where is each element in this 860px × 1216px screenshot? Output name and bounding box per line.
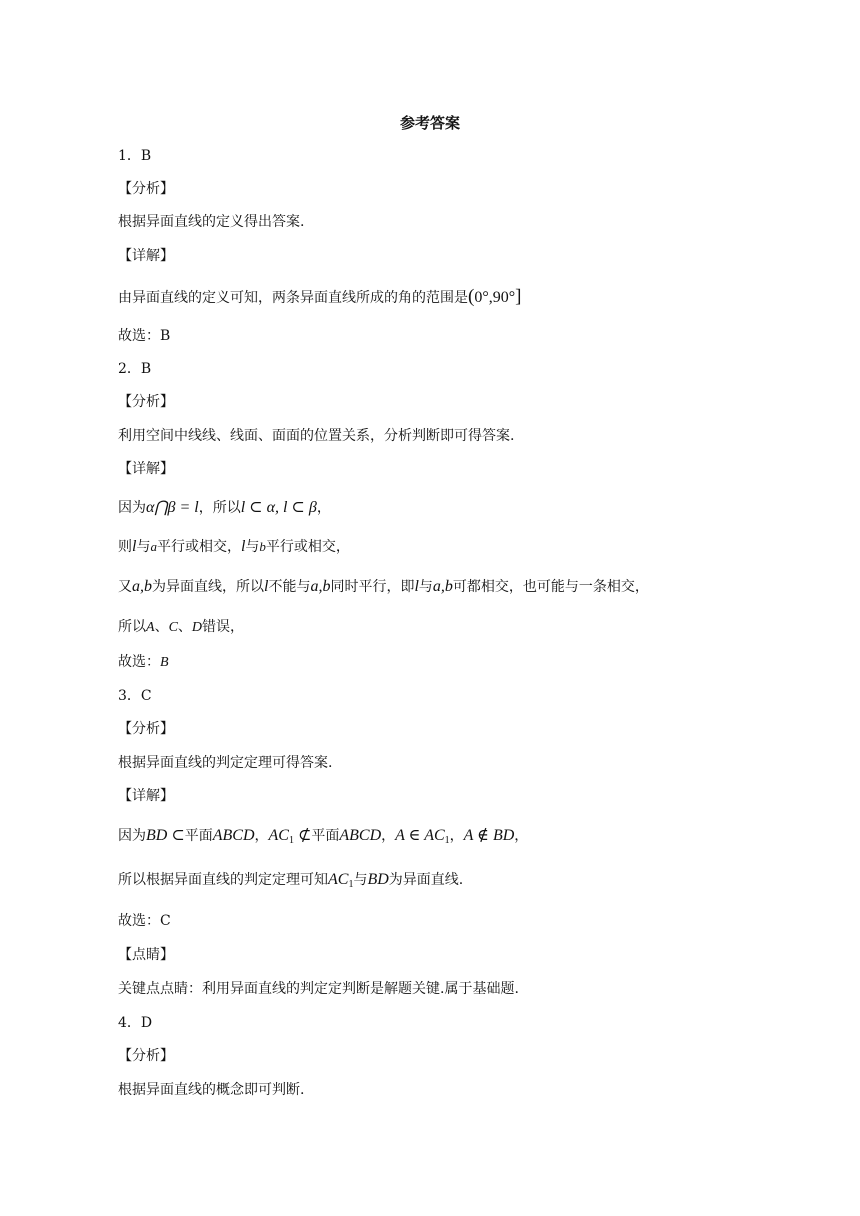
q2-d1-text-b: ，所以 — [198, 500, 241, 516]
q2-number: 2．B — [118, 361, 152, 377]
q3-d1-math-abcd: ABCD — [212, 827, 255, 844]
q2-detail-line-3 — [118, 577, 649, 597]
q4-analysis: 根据异面直线的概念即可判断. — [118, 1082, 305, 1098]
q3-detail-line-1 — [118, 826, 528, 851]
q2-d2-text-e: 平行或相交， — [265, 539, 350, 555]
q2-d4-text-b: 错误， — [202, 619, 245, 635]
q2-d1-math-intersection: α⋂β = l — [146, 499, 199, 516]
q1-range: 0°,90° — [474, 289, 516, 306]
q2-d3-var-l: l — [264, 578, 269, 595]
q2-d4-option-c: C — [168, 620, 178, 635]
q2-choice-letter: B — [160, 655, 169, 670]
q2-d1-math-subset: l ⊂ α, l ⊂ β — [240, 499, 317, 516]
q4-analysis-tag: 【分析】 — [118, 1048, 174, 1064]
q3-d1-text-e: ， — [381, 828, 396, 844]
q2-detail-line-1 — [118, 498, 331, 518]
q2-d3-math-ab-3: a,b — [432, 578, 453, 595]
q2-d2-var-l2: l — [240, 538, 246, 555]
q1-range-close: ] — [515, 286, 522, 307]
q2-d1-text-a: 因为 — [118, 500, 146, 516]
q2-detail-line-4 — [118, 617, 244, 638]
q3-d2-math-ac: AC — [328, 871, 349, 888]
q2-d3-text-e: 与 — [418, 579, 433, 595]
q3-detail-line-2 — [118, 870, 463, 895]
q3-d1-math-not-subset: ⊄ — [293, 827, 312, 844]
q2-detail-tag: 【详解】 — [118, 461, 174, 477]
q2-d2-text-b: 与 — [136, 539, 151, 555]
q3-comment: 关键点点睛：利用异面直线的判定定判断是解题关键.属于基础题. — [118, 981, 519, 997]
q1-detail-text: 由异面直线的定义可知，两条异面直线所成的角的范围是 — [118, 290, 468, 306]
q2-d3-text-b: 为异面直线，所以 — [152, 579, 264, 595]
q2-d4-sep-2: 、 — [177, 619, 192, 635]
q4-number: 4．D — [118, 1015, 153, 1031]
q2-detail-line-2 — [118, 537, 350, 557]
q1-range-open: ( — [468, 286, 475, 307]
q2-analysis: 利用空间中线线、线面、面面的位置关系，分析判断即可得答案. — [118, 428, 515, 444]
q2-d2-var-l: l — [132, 538, 137, 555]
q1-analysis: 根据异面直线的定义得出答案. — [118, 214, 305, 230]
q1-detail-tag: 【详解】 — [118, 248, 174, 264]
q3-d1-math-bd: BD ⊂ — [146, 827, 185, 844]
q2-d2-var-b: b — [259, 539, 266, 554]
q3-d1-text-f: ， — [449, 828, 464, 844]
q2-choice-text: 故选： — [118, 654, 160, 670]
q3-d2-subscript: 1 — [348, 879, 354, 890]
q3-d1-subscript-1: 1 — [288, 835, 294, 846]
q3-d1-math-a-in-ac: A ∈ AC — [395, 827, 445, 844]
q3-d1-math-a-notin-bd: A ∉ BD — [463, 827, 515, 844]
q3-choice: 故选：C — [118, 913, 171, 929]
q2-d4-option-d: D — [191, 620, 203, 635]
q2-analysis-tag: 【分析】 — [118, 394, 174, 410]
q3-d2-math-bd: BD — [367, 871, 389, 888]
q3-d2-text-a: 所以根据异面直线的判定定理可知 — [118, 872, 328, 888]
q3-analysis: 根据异面直线的判定定理可得答案. — [118, 755, 333, 771]
q3-d1-text-g: ， — [514, 828, 529, 844]
q2-d3-text-f: 可都相交，也可能与一条相交， — [452, 579, 649, 595]
q2-d4-sep-1: 、 — [154, 619, 169, 635]
q2-d3-text-d: 同时平行，即 — [330, 579, 415, 595]
q1-choice: 故选：B — [118, 328, 171, 344]
q3-d1-text-a: 因为 — [118, 828, 146, 844]
q2-d2-var-a: a — [150, 539, 157, 554]
q3-d2-text-b: 与 — [353, 872, 368, 888]
q3-detail-tag: 【详解】 — [118, 788, 174, 804]
q2-d3-math-ab-1: a,b — [132, 578, 152, 595]
q2-d1-text-c: ， — [316, 500, 331, 516]
q1-number: 1．B — [118, 148, 152, 164]
q3-d1-math-ac: AC — [268, 827, 289, 844]
q1-analysis-tag: 【分析】 — [118, 181, 174, 197]
q2-d2-text-c: 平行或相交， — [156, 539, 241, 555]
page-title: 参考答案 — [399, 114, 460, 132]
q3-d1-text-c: ， — [254, 828, 269, 844]
q3-analysis-tag: 【分析】 — [118, 721, 174, 737]
q2-d4-text-a: 所以 — [118, 619, 146, 635]
q1-detail — [118, 287, 521, 308]
q3-d1-text-d: 平面 — [311, 828, 340, 844]
q2-d3-text-a: 又 — [118, 579, 132, 595]
q3-d1-subscript-2: 1 — [444, 835, 450, 846]
q2-d3-var-l2: l — [414, 578, 419, 595]
q3-d1-math-abcd-2: ABCD — [339, 827, 382, 844]
q2-d3-text-c: 不能与 — [268, 579, 311, 595]
q2-d2-text-a: 则 — [118, 539, 132, 555]
q3-d2-text-c: 为异面直线. — [388, 872, 464, 888]
q3-comment-tag: 【点睛】 — [118, 947, 174, 963]
q2-d4-option-a: A — [146, 620, 155, 635]
q2-d2-text-d: 与 — [245, 539, 260, 555]
q2-choice — [118, 652, 169, 673]
q3-number: 3．C — [118, 688, 152, 704]
q3-d1-text-b: 平面 — [184, 828, 213, 844]
q2-d3-math-ab-2: a,b — [310, 578, 331, 595]
